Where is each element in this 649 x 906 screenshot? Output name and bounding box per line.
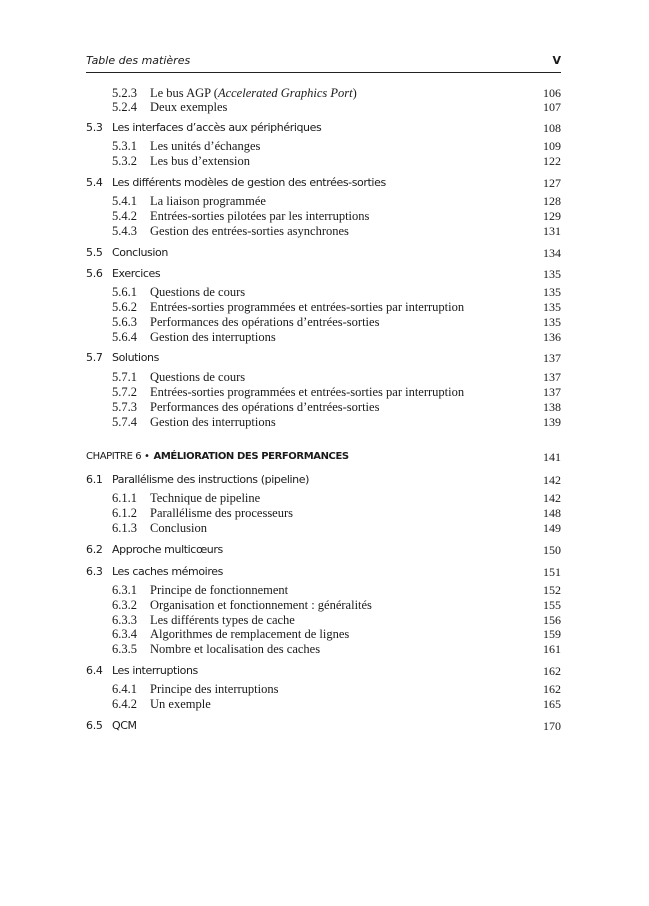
toc-entry-section xyxy=(0,542,561,558)
toc-entry-sub xyxy=(0,414,561,430)
entry-page: 137 xyxy=(543,370,561,384)
toc-entry-sub xyxy=(0,681,561,697)
entry-number: 5.4 xyxy=(86,176,103,189)
entry-page: 135 xyxy=(543,315,561,329)
entry-page: 135 xyxy=(543,300,561,314)
entry-number: 5.4.1 xyxy=(112,194,137,208)
entry-title: La liaison programmée xyxy=(150,194,266,208)
entry-number: 6.3.3 xyxy=(112,613,137,627)
entry-title: Questions de cours xyxy=(150,285,246,299)
entry-title-text: ) xyxy=(352,86,357,100)
entry-number: 6.1.3 xyxy=(112,521,137,535)
entry-page: 106 xyxy=(543,86,561,100)
entry-number: 6.3.2 xyxy=(112,598,137,612)
entry-number: 6.1 xyxy=(86,473,103,486)
entry-title: Les caches mémoires xyxy=(112,565,223,578)
entry-page: 162 xyxy=(543,682,561,696)
entry-title: AMÉLIORATION DES PERFORMANCES xyxy=(153,451,349,462)
entry-page: 142 xyxy=(543,491,561,505)
entry-title: Entrées-sorties programmées et entrées-sorties par interruption xyxy=(150,300,465,314)
entry-title: Principe de fonctionnement xyxy=(150,583,289,597)
entry-page: 127 xyxy=(543,176,561,190)
toc-entry-sub xyxy=(0,641,561,657)
entry-page: 162 xyxy=(543,664,561,678)
entry-title: Approche multicœurs xyxy=(112,543,223,556)
toc-entry-sub xyxy=(0,314,561,330)
entry-number: 5.7.1 xyxy=(112,370,137,384)
entry-page: 138 xyxy=(543,400,561,414)
entry-page: 136 xyxy=(543,330,561,344)
entry-number: 5.4.2 xyxy=(112,209,137,223)
toc-entry-sub xyxy=(0,696,561,712)
entry-page: 137 xyxy=(543,351,561,365)
toc-entry-section xyxy=(0,718,561,734)
toc-entry-sub xyxy=(0,626,561,642)
entry-number: 5.7.4 xyxy=(112,415,137,429)
toc-entry-sub xyxy=(0,299,561,315)
entry-number: 6.4.1 xyxy=(112,682,137,696)
entry-page: 165 xyxy=(543,697,561,711)
entry-number: 5.2.3 xyxy=(112,86,137,100)
entry-title: Nombre et localisation des caches xyxy=(150,642,321,656)
entry-number: 5.6 xyxy=(86,267,103,280)
entry-title: Performances des opérations d’entrées-sorties xyxy=(150,400,380,414)
toc-entry-section xyxy=(0,266,561,282)
entry-page: 155 xyxy=(543,598,561,612)
entry-page: 152 xyxy=(543,583,561,597)
toc-entry-sub xyxy=(0,138,561,154)
entry-number: 5.6.3 xyxy=(112,315,137,329)
entry-title: QCM xyxy=(112,719,137,732)
entry-number: 6.3.5 xyxy=(112,642,137,656)
entry-page: 134 xyxy=(543,246,561,260)
entry-title: Parallélisme des instructions (pipeline) xyxy=(112,473,309,486)
toc-entry-sub xyxy=(0,208,561,224)
entry-title: Gestion des entrées-sorties asynchrones xyxy=(150,224,349,238)
toc-entry-sub xyxy=(0,597,561,613)
entry-page: 148 xyxy=(543,506,561,520)
entry-number: 5.4.3 xyxy=(112,224,137,238)
toc-entry-section xyxy=(0,245,561,261)
entry-number: 5.3.2 xyxy=(112,154,137,168)
toc-entry-sub xyxy=(0,153,561,169)
entry-title: Les bus d’extension xyxy=(150,154,250,168)
entry-number: 5.2.4 xyxy=(112,100,137,114)
entry-number: 6.3.1 xyxy=(112,583,137,597)
toc-entry-sub xyxy=(0,505,561,521)
entry-page: 142 xyxy=(543,473,561,487)
entry-title: Exercices xyxy=(112,267,161,280)
entry-title: Conclusion xyxy=(150,521,207,535)
header-rule xyxy=(86,72,561,73)
toc-entry-section xyxy=(0,175,561,191)
entry-title: Entrées-sorties programmées et entrées-sorties par interruption xyxy=(150,385,465,399)
toc-entry-sub xyxy=(0,193,561,209)
entry-title: Algorithmes de remplacement de lignes xyxy=(150,627,350,641)
toc-entry-chapter xyxy=(0,449,561,465)
entry-page: 149 xyxy=(543,521,561,535)
entry-number: 5.7.3 xyxy=(112,400,137,414)
entry-number: 5.5 xyxy=(86,246,103,259)
entry-page: 135 xyxy=(543,267,561,281)
toc-entry-section xyxy=(0,120,561,136)
entry-page: 107 xyxy=(543,100,561,114)
entry-number: 6.3 xyxy=(86,565,103,578)
entry-page: 122 xyxy=(543,154,561,168)
toc-entry-section xyxy=(0,472,561,488)
entry-number: 6.1.1 xyxy=(112,491,137,505)
toc-entry-sub xyxy=(0,490,561,506)
entry-title: Les unités d’échanges xyxy=(150,139,261,153)
entry-number: 5.6.1 xyxy=(112,285,137,299)
entry-number: 5.6.2 xyxy=(112,300,137,314)
entry-number: 5.7 xyxy=(86,351,103,364)
entry-title: Les interfaces d’accès aux périphériques xyxy=(112,121,322,134)
toc-entry-sub xyxy=(0,223,561,239)
entry-title: Deux exemples xyxy=(150,100,228,114)
entry-number: CHAPITRE 6 • xyxy=(86,451,150,462)
toc-entry-sub xyxy=(0,329,561,345)
entry-title: Gestion des interruptions xyxy=(150,330,276,344)
entry-page: 170 xyxy=(543,719,561,733)
entry-number: 5.3 xyxy=(86,121,103,134)
toc-entry-sub xyxy=(0,399,561,415)
entry-page: 109 xyxy=(543,139,561,153)
toc-entry-sub xyxy=(0,99,561,115)
entry-page: 151 xyxy=(543,565,561,579)
entry-page: 131 xyxy=(543,224,561,238)
entry-title: Entrées-sorties pilotées par les interruptions xyxy=(150,209,370,223)
entry-number: 6.4 xyxy=(86,664,103,677)
entry-title-text: Le bus AGP ( xyxy=(150,86,218,100)
running-header-title: Table des matières xyxy=(86,54,191,67)
entry-page: 135 xyxy=(543,285,561,299)
entry-title: Les différents modèles de gestion des entrées-sorties xyxy=(112,176,386,189)
entry-number: 6.5 xyxy=(86,719,103,732)
entry-page: 161 xyxy=(543,642,561,656)
entry-number: 5.7.2 xyxy=(112,385,137,399)
entry-page: 129 xyxy=(543,209,561,223)
entry-number: 5.6.4 xyxy=(112,330,137,344)
toc-entry-section xyxy=(0,350,561,366)
entry-number: 6.4.2 xyxy=(112,697,137,711)
entry-title-italic: Accelerated Graphics Port xyxy=(217,86,353,100)
entry-title: Questions de cours xyxy=(150,370,246,384)
entry-title: Organisation et fonctionnement : généralités xyxy=(150,598,372,612)
entry-number: 5.3.1 xyxy=(112,139,137,153)
entry-title: Solutions xyxy=(112,351,159,364)
toc-entry-sub xyxy=(0,369,561,385)
entry-title: Un exemple xyxy=(150,697,211,711)
entry-page: 108 xyxy=(543,121,561,135)
entry-title: Gestion des interruptions xyxy=(150,415,276,429)
entry-page: 128 xyxy=(543,194,561,208)
toc-entry-sub xyxy=(0,384,561,400)
entry-number: 6.2 xyxy=(86,543,103,556)
entry-page: 139 xyxy=(543,415,561,429)
entry-title: Parallélisme des processeurs xyxy=(150,506,294,520)
toc-entry-section xyxy=(0,663,561,679)
entry-title: Conclusion xyxy=(112,246,168,259)
entry-page: 141 xyxy=(543,450,561,464)
entry-title: Les différents types de cache xyxy=(150,613,295,627)
entry-title: Performances des opérations d’entrées-sorties xyxy=(150,315,380,329)
entry-title: Principe des interruptions xyxy=(150,682,279,696)
entry-page: 150 xyxy=(543,543,561,557)
entry-number: 6.1.2 xyxy=(112,506,137,520)
toc-entry-sub xyxy=(0,284,561,300)
toc-entry-sub xyxy=(0,582,561,598)
entry-page: 137 xyxy=(543,385,561,399)
entry-title: Les interruptions xyxy=(112,664,198,677)
entry-page: 156 xyxy=(543,613,561,627)
toc-entry-sub xyxy=(0,520,561,536)
toc-entry-section xyxy=(0,564,561,580)
entry-number: 6.3.4 xyxy=(112,627,137,641)
entry-title: Technique de pipeline xyxy=(150,491,261,505)
page-number: V xyxy=(552,54,561,67)
entry-page: 159 xyxy=(543,627,561,641)
